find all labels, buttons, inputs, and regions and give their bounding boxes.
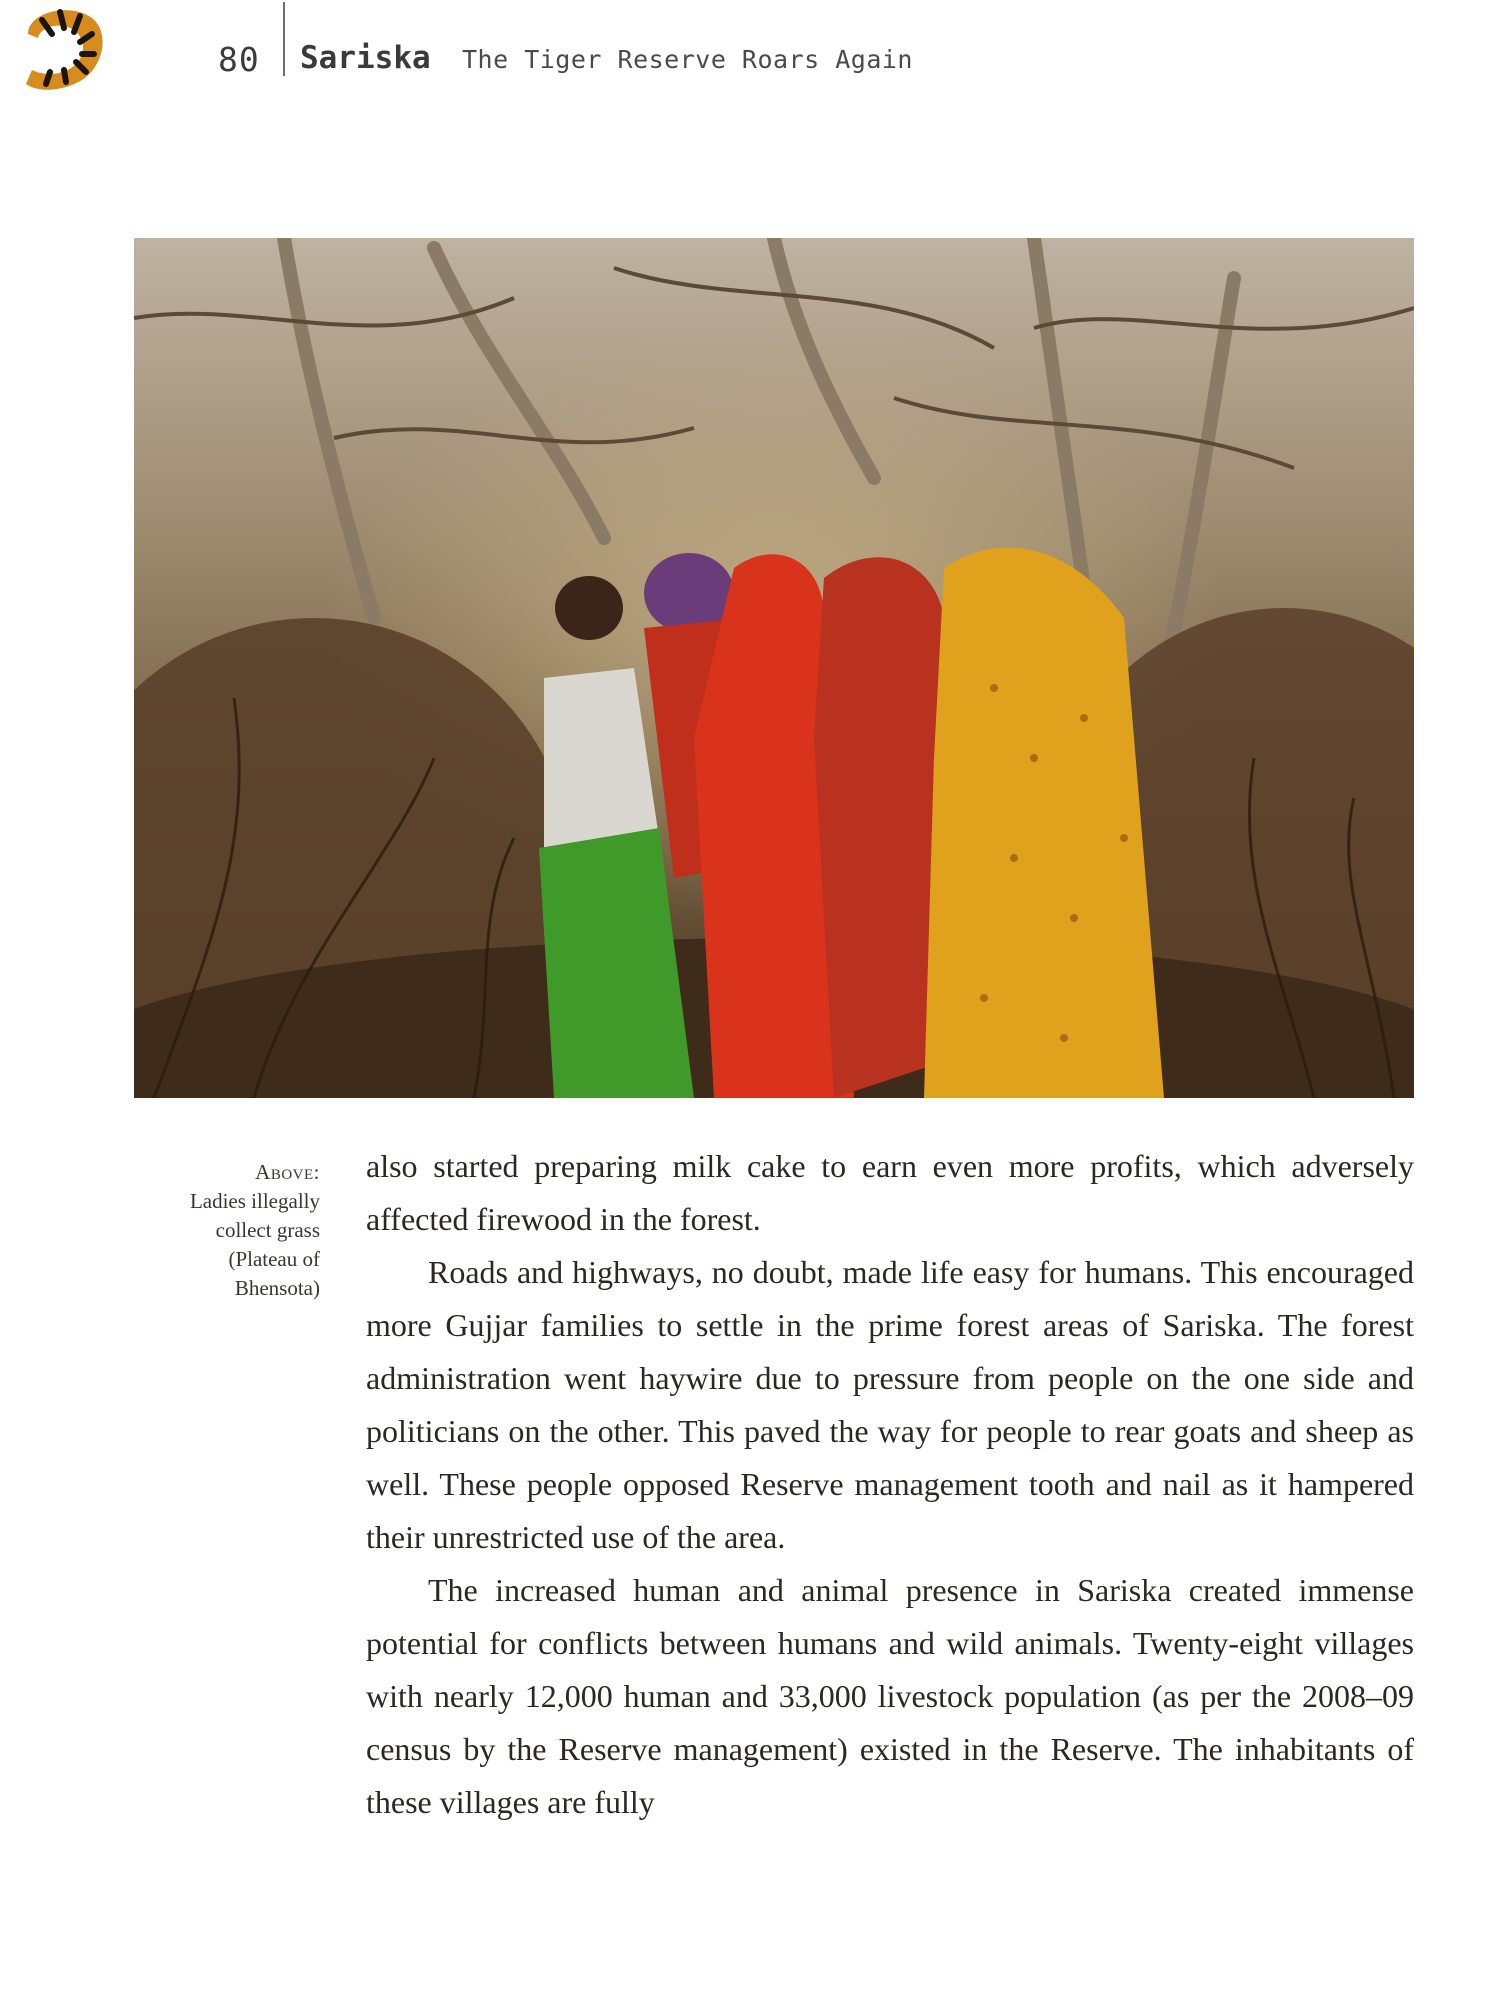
book-title: Sariska bbox=[300, 40, 431, 76]
caption-line: collect grass bbox=[215, 1218, 320, 1242]
paragraph: Roads and highways, no doubt, made life easy for humans. This encouraged more Gujjar families to settle in the prime forest areas of Sariska. The forest administration went haywire due to pressure from people on the one side and politicians on the other. This paved the way for people to rear goats and sheep as well. These people opposed Reserve management tooth and nail as it hampered their unrestricted use of the area. bbox=[366, 1254, 1414, 1555]
photo-women-collecting-grass bbox=[134, 238, 1414, 1098]
book-subtitle: The Tiger Reserve Roars Again bbox=[462, 45, 913, 74]
paragraph: The increased human and animal presence in Sariska created immense potential for conflicts between humans and wild animals. Twenty-eight villages with nearly 12,000 human and 33,000 livestock population (as per the 2008–09 census by the Reserve management) existed in the Reserve. The inhabitants of these villages are fully bbox=[366, 1572, 1414, 1820]
caption-line: (Plateau of bbox=[228, 1247, 320, 1271]
body-text bbox=[366, 1140, 1414, 1829]
photo-caption bbox=[120, 1158, 320, 1303]
tiger-stripe-emblem-icon bbox=[22, 4, 104, 94]
caption-line: Ladies illegally bbox=[189, 1189, 320, 1213]
caption-line: Bhensota) bbox=[234, 1276, 320, 1300]
caption-label: Above: bbox=[255, 1160, 320, 1184]
page-number: 80 bbox=[218, 40, 260, 79]
header-divider bbox=[283, 2, 285, 76]
paragraph-continued: also started preparing milk cake to earn even more profits, which adversely affected firewood in the forest. bbox=[366, 1148, 1414, 1237]
